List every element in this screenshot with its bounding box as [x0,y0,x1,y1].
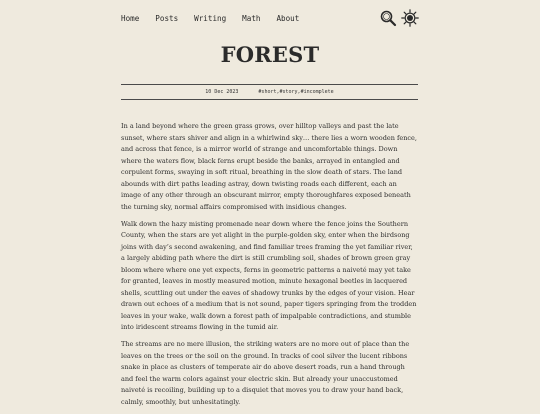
paragraph: The streams are no mere illusion, the striking waters are no more out of place than the leaves on the trees or the soil on the ground. In tracks of cool silver the lucent ribbons snake in place as clusters of temperate air do above desert roads, run a hand through and feel the warm colors against your electric skin. But already your unaccustomed naiveté is recoiling, building up to a disquiet that moves you to draw your hand back, calmly, smoothly, but unhesitatingly. [121,340,410,406]
header-icons [379,9,419,27]
post-title: FOREST [220,42,320,67]
paragraph: In a land beyond where the green grass grows, over hilltop valleys and past the late sunset, where stars shiver and align in a whirlwind sky… there lies a worn wooden fence, and across that fence, is a mirror world of strange and uncomfortable things. Down where the waters flow, black ferns erupt beside the banks, arrayed in entangled and corpulent forms, swaying in soft ritual, breathing in the slow death of stars. The land abounds with dirt paths leading astray, down twisting roads each different, each an image of any other through an obscurant mirror, empty thoroughfares exposed beneath the turning sky, normal affairs compromised with insidious changes. [121,122,417,211]
post-meta [121,84,418,100]
nav-posts-link[interactable]: Posts [155,14,179,23]
nav-about-link[interactable]: About [276,14,300,23]
nav-math-link[interactable]: Math [242,14,261,23]
paragraph: Walk down the hazy misting promenade near down where the fence joins the Southern County, when the stars are yet alight in the purple-golden sky, enter when the birdsong joins with day’s second awakening, and find familiar trees framing the yet familiar river, a largely abiding path where the dirt is still crumbling soil, shades of brown green gray bloom where where one yet expects, ferns in geometric patterns a naiveté may yet take for granted, leaves in mostly measured motion, minute hexagonal beetles in lacquered shells, scuttling out under the eaves of shadowy trunks by the edges of your vision. Hear drawn out echoes of a medium that is not sound, paper tigers springing from the trodden leaves in your wake, walk down a forest path of impalpable contradictions, and stumble into iridescent streams flowing in the tumid air. [121,219,417,331]
post-date: 10 Dec 2023 [205,89,239,95]
search-icon[interactable] [379,9,397,27]
nav-writing-link[interactable]: Writing [194,14,227,23]
nav-home-link[interactable]: Home [121,14,140,23]
sun-icon[interactable] [401,9,419,27]
main-nav [121,14,315,23]
post-body [121,121,418,414]
post-tags[interactable]: #short,#story,#incomplete [258,89,334,95]
